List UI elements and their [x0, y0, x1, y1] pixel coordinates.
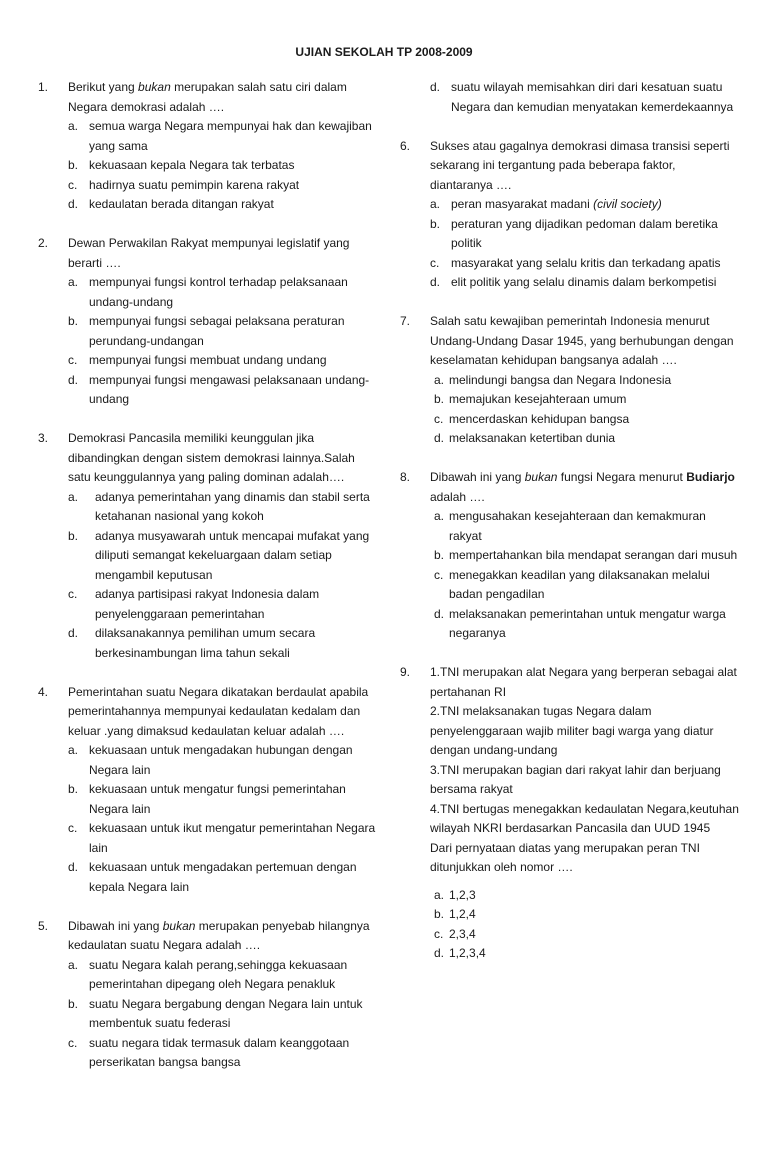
- question-3: [38, 429, 378, 663]
- options-list: [400, 195, 740, 293]
- question-5-continued: [400, 78, 740, 117]
- option-c: c. adanya partisipasi rakyat Indonesia dalam penyelenggaraan pemerintahan: [68, 587, 320, 621]
- option-d: d. kekuasaan untuk mengadakan pertemuan dengan kepala Negara lain: [68, 860, 357, 894]
- statement-2: 2.TNI melaksanakan tugas Negara dalam penyelenggaraan wajib militer bagi warga yang diatur dengan undang-undang: [430, 704, 714, 757]
- option-b: b. kekuasaan kepala Negara tak terbatas: [68, 158, 295, 172]
- question-9: [400, 663, 740, 964]
- options-list: [400, 371, 740, 449]
- question-text: Dewan Perwakilan Rakyat mempunyai legislatif yang berarti ….: [68, 236, 350, 270]
- question-5: [38, 917, 378, 1073]
- question-text: Sukses atau gagalnya demokrasi dimasa transisi seperti sekarang ini tergantung pada beberapa faktor, diantaranya ….: [430, 138, 730, 192]
- right-column: [400, 78, 740, 983]
- statement-4: 4.TNI bertugas menegakkan kedaulatan Negara,keutuhan wilayah NKRI berdasarkan Pancasila dan UUD 1945: [430, 801, 739, 835]
- option-c: c. masyarakat yang selalu kritis dan terkadang apatis: [430, 255, 721, 270]
- question-1: [38, 78, 378, 215]
- question-text: Berikut yang bukan merupakan salah satu ciri dalam Negara demokrasi adalah ….: [68, 80, 347, 114]
- question-2: [38, 234, 378, 410]
- question-4: [38, 683, 378, 898]
- question-number: 9.: [400, 665, 411, 679]
- option-d: d. melaksanakan ketertiban dunia: [434, 431, 616, 445]
- question-8: [400, 468, 740, 644]
- option-a: a. adanya pemerintahan yang dinamis dan stabil serta ketahanan nasional yang kokoh: [68, 489, 370, 523]
- option-a: a. peran masyarakat madani (civil society): [430, 197, 662, 211]
- option-d: d. melaksanakan pemerintahan untuk mengatur warga negaranya: [434, 606, 726, 640]
- statement-3: 3.TNI merupakan bagian dari rakyat lahir dan berjuang bersama rakyat: [430, 762, 721, 796]
- option-d: d. elit politik yang selalu dinamis dalam berkompetisi: [430, 275, 717, 289]
- options-list: [38, 117, 378, 215]
- question-number: 8.: [400, 470, 411, 484]
- option-b: b. peraturan yang dijadikan pedoman dalam beretika politik: [430, 216, 718, 250]
- question-text: Dibawah ini yang bukan merupakan penyebab hilangnya kedaulatan suatu Negara adalah ….: [68, 918, 370, 952]
- question-6: [400, 137, 740, 293]
- option-a: a. semua warga Negara mempunyai hak dan kewajiban yang sama: [68, 119, 372, 153]
- options-list: [38, 273, 378, 410]
- question-number: 1.: [38, 80, 49, 94]
- options-list: [38, 488, 378, 664]
- option-c: c. mempunyai fungsi membuat undang undang: [68, 353, 327, 367]
- question-number: 5.: [38, 918, 49, 933]
- option-a: a. 1,2,3: [434, 887, 476, 902]
- option-b: b. mempunyai fungsi sebagai pelaksana peraturan perundang-undangan: [68, 314, 345, 348]
- question-number: 7.: [400, 314, 411, 328]
- option-d: d. 1,2,3,4: [434, 946, 486, 960]
- question-7: [400, 312, 740, 449]
- question-text: Dibawah ini yang bukan fungsi Negara menurut Budiarjo adalah ….: [430, 470, 735, 504]
- option-b: b. memajukan kesejahteraan umum: [434, 392, 627, 406]
- option-d: d. suatu wilayah memisahkan diri dari kesatuan suatu Negara dan kemudian menyatakan kemerdekaannya: [430, 80, 734, 114]
- option-d: d. mempunyai fungsi mengawasi pelaksanaan undang-undang: [68, 372, 370, 406]
- option-b: b. kekuasaan untuk mengatur fungsi pemerintahan Negara lain: [68, 782, 346, 816]
- option-a: a. suatu Negara kalah perang,sehingga kekuasaan pemerintahan dipegang oleh Negara penakluk: [68, 957, 348, 991]
- option-a: a. melindungi bangsa dan Negara Indonesia: [434, 372, 672, 387]
- option-d: d. dilaksanakannya pemilihan umum secara berkesinambungan lima tahun sekali: [68, 626, 316, 660]
- question-number: 3.: [38, 431, 49, 445]
- option-c: c. suatu negara tidak termasuk dalam keanggotaan perserikatan bangsa bangsa: [68, 1035, 350, 1069]
- question-text: Salah satu kewajiban pemerintah Indonesia menurut Undang-Undang Dasar 1945, yang berhubungan dengan keselamatan kehidupan bangsanya adalah ….: [430, 314, 734, 367]
- option-c: c. menegakkan keadilan yang dilaksanakan melalui badan pengadilan: [434, 567, 710, 601]
- question-number: 4.: [38, 684, 49, 699]
- options-list: [400, 886, 740, 964]
- option-c: c. hadirnya suatu pemimpin karena rakyat: [68, 177, 300, 192]
- option-b: b. mempertahankan bila mendapat serangan dari musuh: [434, 548, 738, 562]
- options-list: [400, 507, 740, 644]
- options-list: [400, 78, 740, 117]
- option-a: a. mengusahakan kesejahteraan dan kemakmuran rakyat: [434, 509, 706, 543]
- question-statements: [430, 663, 740, 878]
- left-column: [38, 78, 378, 1092]
- question-number: 2.: [38, 236, 49, 250]
- question-text: Pemerintahan suatu Negara dikatakan berdaulat apabila pemerintahannya mempunyai kedaulatan kedalam dan keluar .yang dimaksud kedaulatan keluar adalah ….: [68, 684, 369, 738]
- question-number: 6.: [400, 138, 411, 153]
- option-c: c. mencerdaskan kehidupan bangsa: [434, 411, 630, 426]
- option-d: d. kedaulatan berada ditangan rakyat: [68, 197, 274, 211]
- option-b: b. suatu Negara bergabung dengan Negara lain untuk membentuk suatu federasi: [68, 996, 363, 1030]
- option-a: a. mempunyai fungsi kontrol terhadap pelaksanaan undang-undang: [68, 275, 348, 309]
- question-text: Demokrasi Pancasila memiliki keunggulan jika dibandingkan dengan sistem demokrasi lainnya.Salah satu keunggulannya yang paling dominan adalah….: [68, 431, 355, 484]
- options-list: [38, 741, 378, 897]
- statement-1: 1.TNI merupakan alat Negara yang berperan sebagai alat pertahanan RI: [430, 665, 737, 699]
- options-list: [38, 956, 378, 1073]
- option-c: c. kekuasaan untuk ikut mengatur pemerintahan Negara lain: [68, 821, 376, 855]
- option-b: b. adanya musyawarah untuk mencapai mufakat yang diliputi semangat kekeluargaan dalam setiap mengambil keputusan: [68, 528, 370, 582]
- exam-title: UJIAN SEKOLAH TP 2008-2009: [295, 45, 473, 59]
- option-a: a. kekuasaan untuk mengadakan hubungan dengan Negara lain: [68, 743, 353, 777]
- question-prompt: Dari pernyataan diatas yang merupakan peran TNI ditunjukkan oleh nomor ….: [430, 840, 700, 874]
- option-b: b. 1,2,4: [434, 907, 476, 921]
- option-c: c. 2,3,4: [434, 926, 476, 941]
